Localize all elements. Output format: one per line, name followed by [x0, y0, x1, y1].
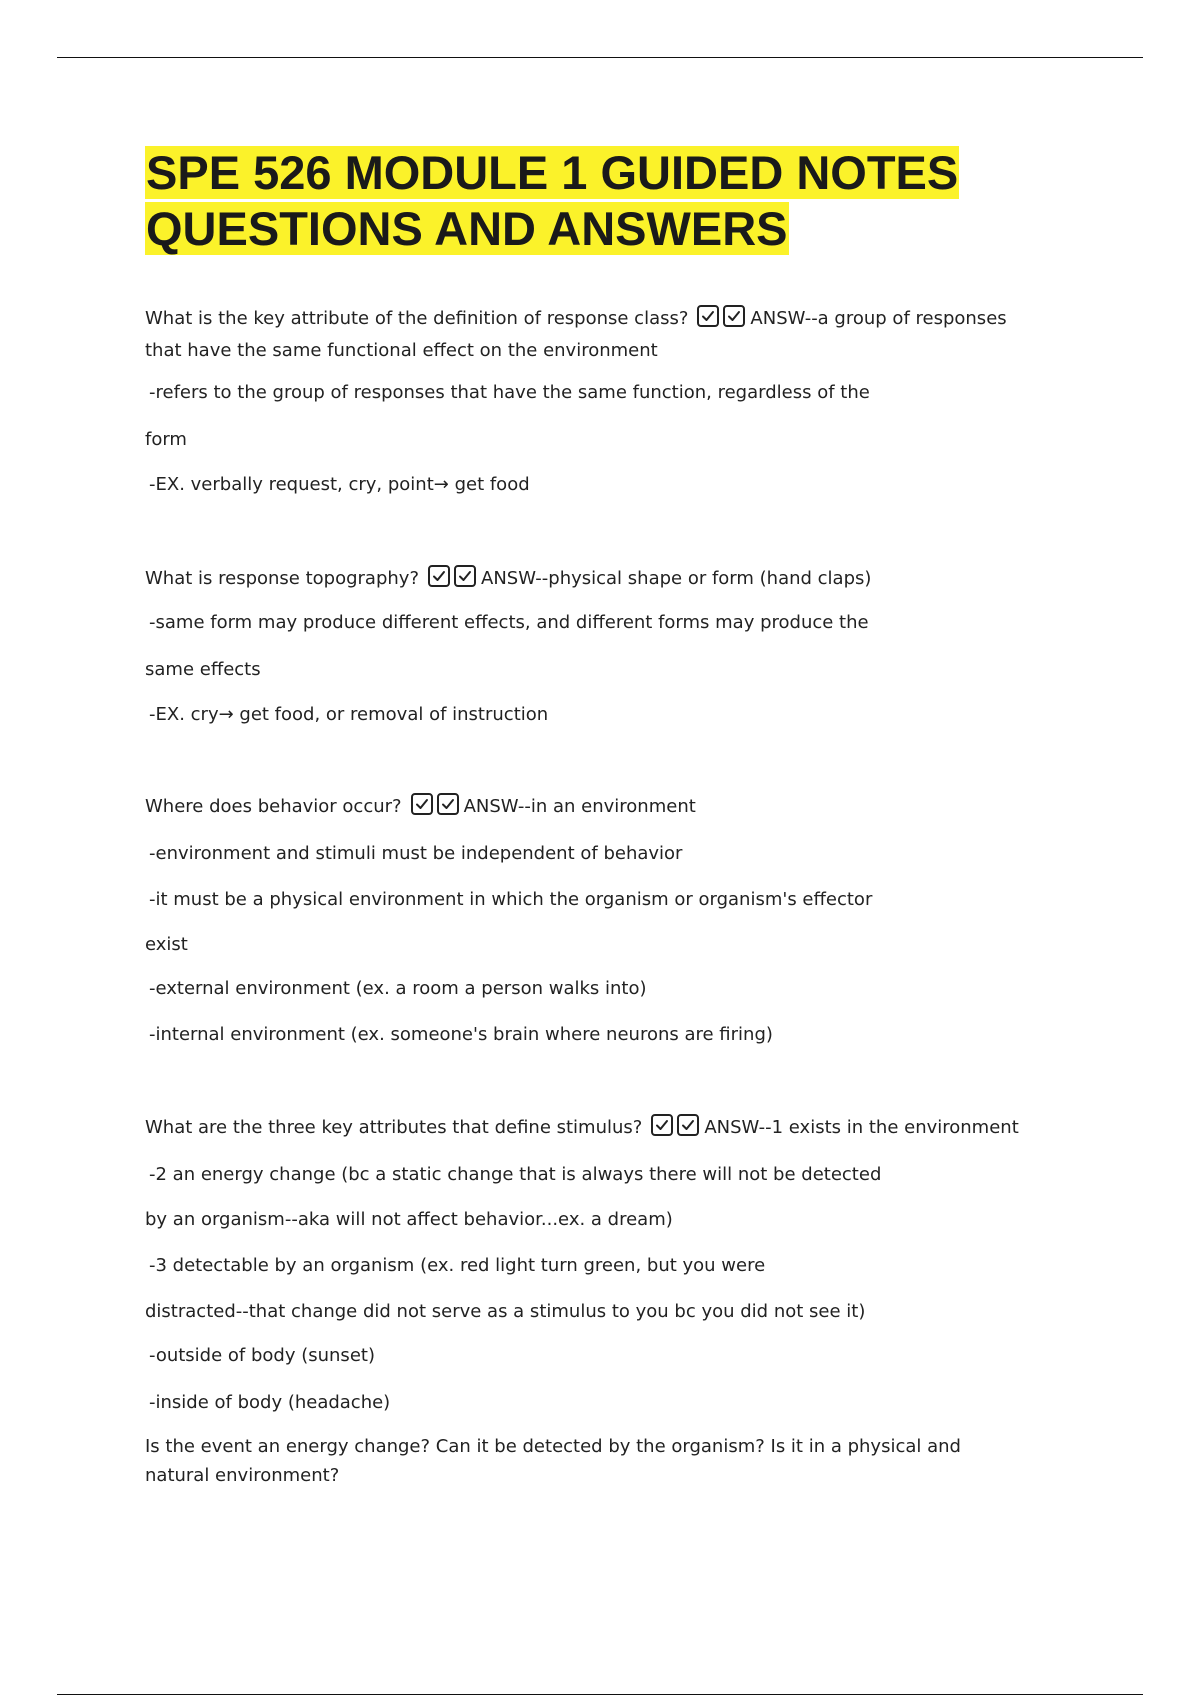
- question-text: Where does behavior occur?: [145, 796, 402, 817]
- note-line: -inside of body (headache): [149, 1392, 391, 1413]
- answer-checks: [697, 305, 749, 336]
- qa-question-1: [145, 304, 1025, 365]
- answer-checks: [411, 793, 463, 824]
- checked-box-icon: [437, 793, 459, 815]
- note-line: distracted--that change did not serve as a stimulus to you bc you did not see it): [145, 1301, 866, 1322]
- note-line: -EX. verbally request, cry, point→ get food: [149, 474, 530, 495]
- checked-box-icon: [677, 1114, 699, 1136]
- bottom-rule: [57, 1694, 1143, 1695]
- title-highlight: SPE 526 MODULE 1 GUIDED NOTES QUESTIONS AND ANSWERS: [146, 146, 959, 255]
- note-line: form: [145, 429, 187, 450]
- question-text: What is the key attribute of the definition of response class?: [145, 308, 689, 329]
- note-line: -2 an energy change (bc a static change that is always there will not be detected: [149, 1164, 882, 1185]
- question-text: What is response topography?: [145, 568, 419, 589]
- note-line: -internal environment (ex. someone's brain where neurons are firing): [149, 1024, 773, 1045]
- note-line: -3 detectable by an organism (ex. red light turn green, but you were: [149, 1255, 766, 1276]
- qa-question-2: [145, 564, 871, 596]
- note-line: by an organism--aka will not affect behavior...ex. a dream): [145, 1209, 673, 1230]
- answer-checks: [428, 565, 480, 596]
- qa-question-3: [145, 792, 696, 824]
- note-line: -same form may produce different effects, and different forms may produce the: [149, 612, 869, 633]
- note-line: -outside of body (sunset): [149, 1345, 375, 1366]
- top-rule: [57, 57, 1143, 58]
- checked-box-icon: [697, 305, 719, 327]
- note-line: same effects: [145, 659, 261, 680]
- checked-box-icon: [651, 1114, 673, 1136]
- note-line: -refers to the group of responses that have the same function, regardless of the: [149, 382, 870, 403]
- note-line: -environment and stimuli must be independent of behavior: [149, 843, 683, 864]
- checked-box-icon: [428, 565, 450, 587]
- note-line: -it must be a physical environment in which the organism or organism's effector: [149, 889, 873, 910]
- answer-text: ANSW--a group of responses that have the same functional effect on the environment: [145, 308, 1007, 361]
- note-line: -EX. cry→ get food, or removal of instruction: [149, 704, 549, 725]
- qa-question-4: [145, 1113, 1019, 1145]
- note-line: exist: [145, 934, 188, 955]
- checked-box-icon: [723, 305, 745, 327]
- checked-box-icon: [454, 565, 476, 587]
- answer-text: ANSW--in an environment: [463, 796, 696, 817]
- question-text: What are the three key attributes that define stimulus?: [145, 1117, 643, 1138]
- document-title: [145, 145, 1045, 257]
- answer-text: ANSW--physical shape or form (hand claps): [481, 568, 872, 589]
- answer-text: ANSW--1 exists in the environment: [704, 1117, 1019, 1138]
- note-line: Is the event an energy change? Can it be detected by the organism? Is it in a physical and natural environment?: [145, 1436, 961, 1486]
- answer-checks: [651, 1114, 703, 1145]
- checked-box-icon: [411, 793, 433, 815]
- note-line: -external environment (ex. a room a person walks into): [149, 978, 647, 999]
